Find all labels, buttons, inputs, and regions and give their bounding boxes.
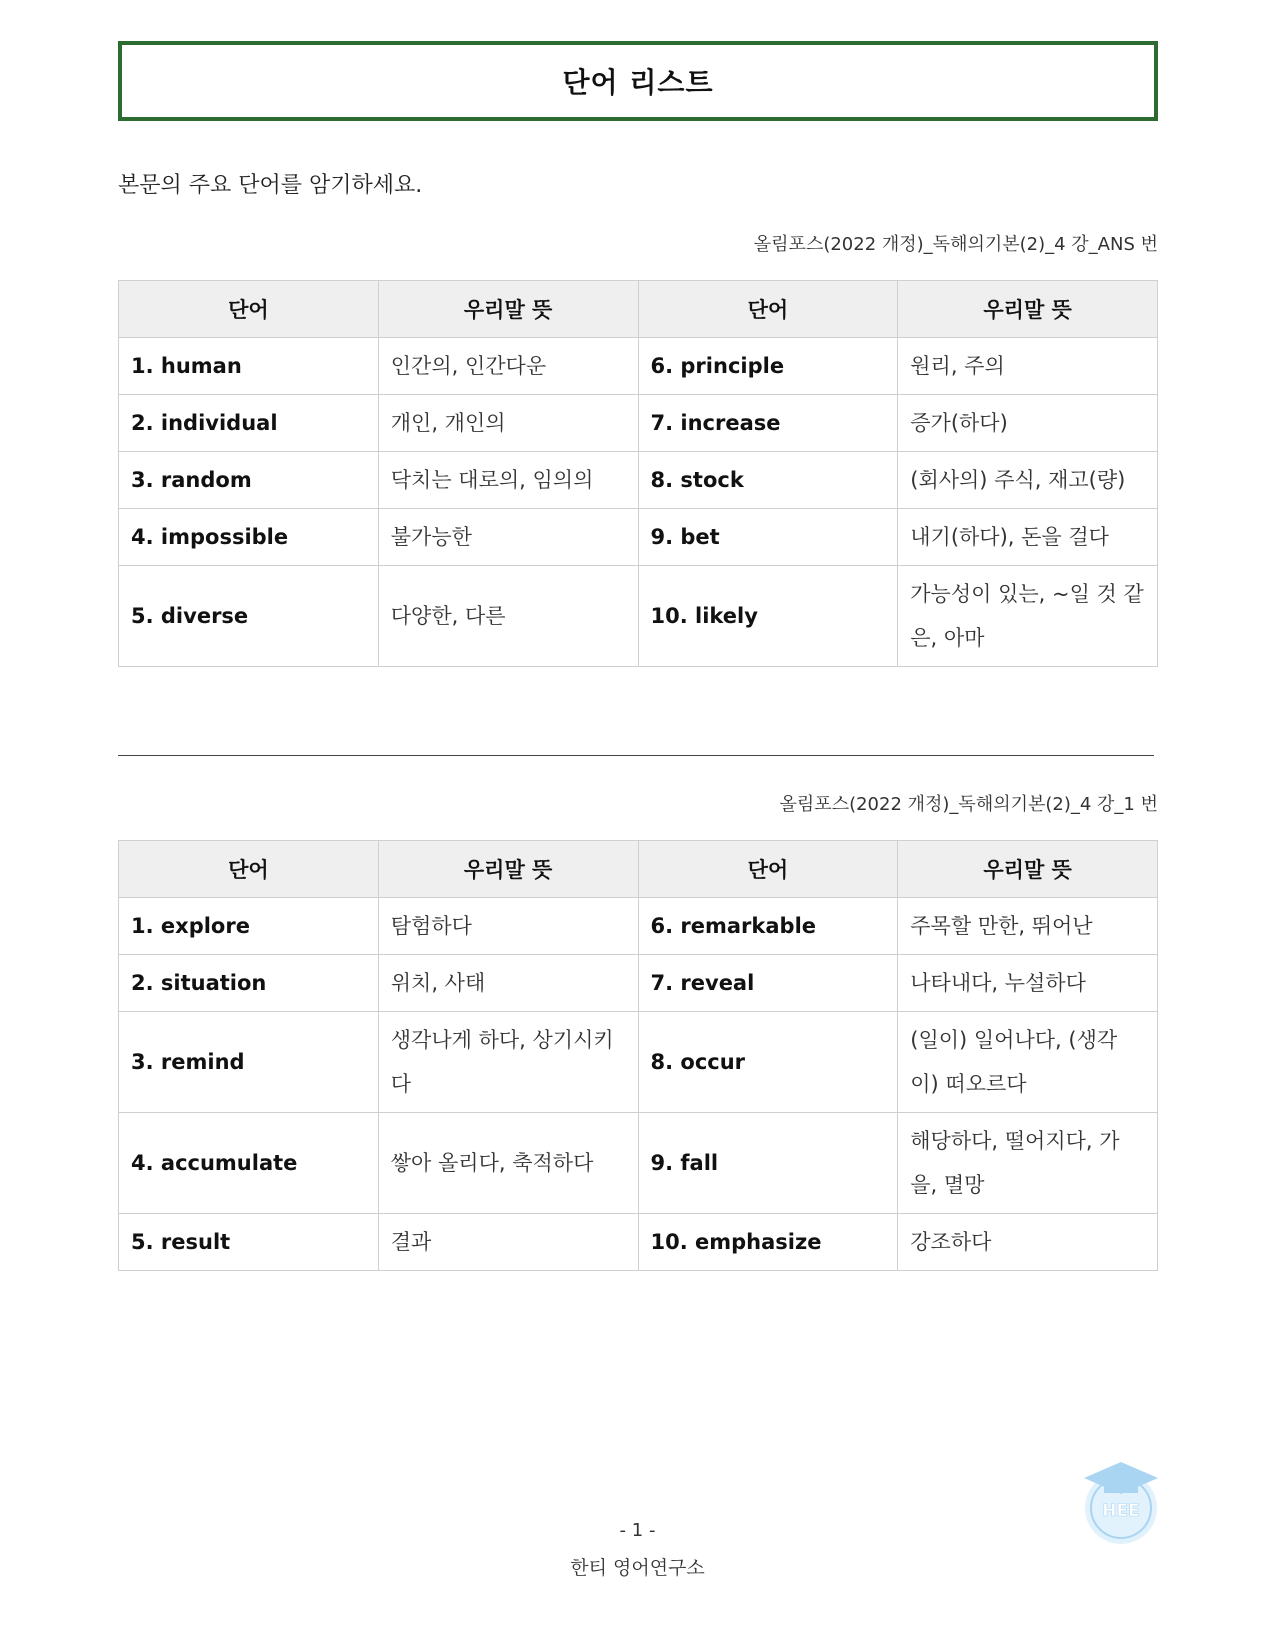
page-title: 단어 리스트 — [562, 66, 714, 99]
word-cell: 7. reveal — [638, 955, 898, 1012]
section-divider — [118, 755, 1154, 756]
word-cell: 6. remarkable — [638, 898, 898, 955]
meaning-cell: (회사의) 주식, 재고(량) — [898, 452, 1158, 509]
meaning-cell: 나타내다, 누설하다 — [898, 955, 1158, 1012]
word-cell: 4. impossible — [119, 509, 379, 566]
table-row — [119, 898, 1158, 955]
column-header: 우리말 뜻 — [378, 281, 638, 338]
meaning-cell: 닥치는 대로의, 임의의 — [378, 452, 638, 509]
meaning-cell: 다양한, 다른 — [378, 566, 638, 667]
meaning-cell: 해당하다, 떨어지다, 가을, 멸망 — [898, 1113, 1158, 1214]
watermark-text: HEE — [1102, 1501, 1140, 1521]
meaning-cell: 내기(하다), 돈을 걸다 — [898, 509, 1158, 566]
meaning-cell: 생각나게 하다, 상기시키다 — [378, 1012, 638, 1113]
page-number: - 1 - — [619, 1520, 656, 1541]
word-cell: 10. likely — [638, 566, 898, 667]
table-row — [119, 338, 1158, 395]
table-row — [119, 1012, 1158, 1113]
table-row — [119, 395, 1158, 452]
word-cell: 8. occur — [638, 1012, 898, 1113]
meaning-cell: 불가능한 — [378, 509, 638, 566]
column-header: 단어 — [638, 841, 898, 898]
meaning-cell: 탐험하다 — [378, 898, 638, 955]
table-header-row — [119, 281, 1158, 338]
vocab-table — [118, 280, 1158, 667]
word-cell: 3. remind — [119, 1012, 379, 1113]
meaning-cell: 강조하다 — [898, 1214, 1158, 1271]
meaning-cell: 인간의, 인간다운 — [378, 338, 638, 395]
word-cell: 2. situation — [119, 955, 379, 1012]
word-cell: 9. fall — [638, 1113, 898, 1214]
table-row — [119, 509, 1158, 566]
meaning-cell: 원리, 주의 — [898, 338, 1158, 395]
word-cell: 7. increase — [638, 395, 898, 452]
meaning-cell: (일이) 일어나다, (생각이) 떠오르다 — [898, 1012, 1158, 1113]
meaning-cell: 결과 — [378, 1214, 638, 1271]
word-cell: 6. principle — [638, 338, 898, 395]
column-header: 우리말 뜻 — [378, 841, 638, 898]
word-cell: 10. emphasize — [638, 1214, 898, 1271]
source-label: 올림포스(2022 개정)_독해의기본(2)_4 강_ANS 번 — [753, 234, 1158, 255]
word-cell: 5. result — [119, 1214, 379, 1271]
column-header: 단어 — [119, 841, 379, 898]
word-cell: 4. accumulate — [119, 1113, 379, 1214]
vocab-table — [118, 840, 1158, 1271]
meaning-cell: 쌓아 올리다, 축적하다 — [378, 1113, 638, 1214]
footer-text: 한티 영어연구소 — [570, 1557, 705, 1579]
meaning-cell: 주목할 만한, 뛰어난 — [898, 898, 1158, 955]
table-row — [119, 566, 1158, 667]
table-row — [119, 955, 1158, 1012]
title-box — [118, 41, 1158, 121]
table-row — [119, 1214, 1158, 1271]
graduation-cap-logo-icon — [1078, 1456, 1164, 1546]
word-cell: 8. stock — [638, 452, 898, 509]
meaning-cell: 위치, 사태 — [378, 955, 638, 1012]
word-cell: 2. individual — [119, 395, 379, 452]
meaning-cell: 개인, 개인의 — [378, 395, 638, 452]
column-header: 단어 — [119, 281, 379, 338]
column-header: 단어 — [638, 281, 898, 338]
table-row — [119, 1113, 1158, 1214]
source-label: 올림포스(2022 개정)_독해의기본(2)_4 강_1 번 — [779, 794, 1158, 815]
word-cell: 1. explore — [119, 898, 379, 955]
word-cell: 1. human — [119, 338, 379, 395]
meaning-cell: 가능성이 있는, ~일 것 같은, 아마 — [898, 566, 1158, 667]
word-cell: 3. random — [119, 452, 379, 509]
table-header-row — [119, 841, 1158, 898]
column-header: 우리말 뜻 — [898, 281, 1158, 338]
table-row — [119, 452, 1158, 509]
column-header: 우리말 뜻 — [898, 841, 1158, 898]
word-cell: 9. bet — [638, 509, 898, 566]
word-cell: 5. diverse — [119, 566, 379, 667]
meaning-cell: 증가(하다) — [898, 395, 1158, 452]
instruction-text: 본문의 주요 단어를 암기하세요. — [118, 173, 423, 198]
